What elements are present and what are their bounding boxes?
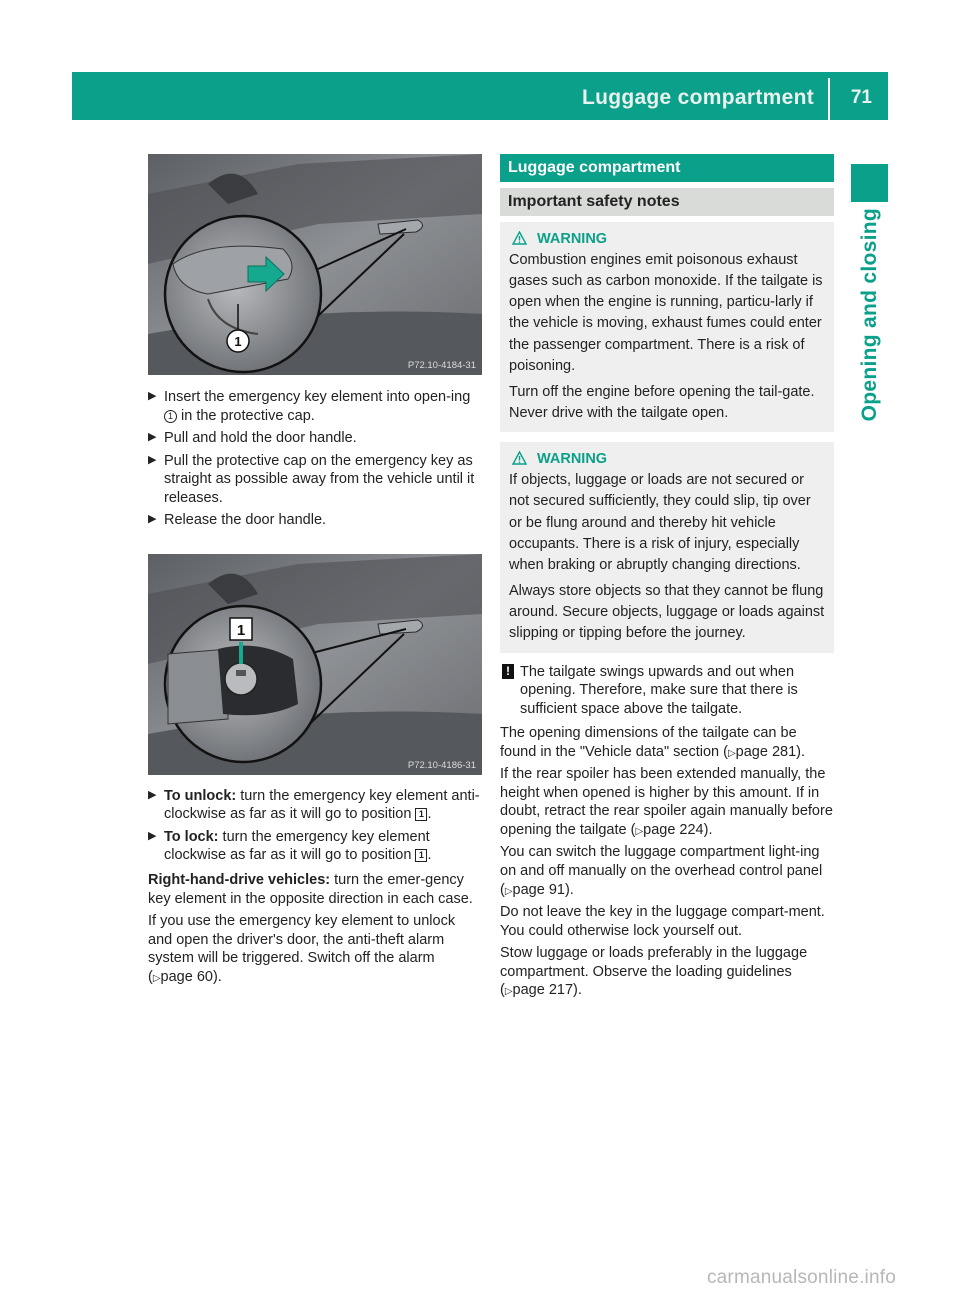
lock-end: . [427,847,432,864]
page-link[interactable]: page 60). [160,968,222,985]
page-ref-arrow-icon: ▷ [504,885,513,897]
page-ref-arrow-icon: ▷ [152,972,161,984]
stow-paragraph [500,944,834,1000]
page-link[interactable]: page 224). [643,821,713,838]
key-paragraph: Do not leave the key in the luggage compart-ment. You could otherwise lock yourself out. [500,904,825,939]
chapter-tab-marker [851,164,888,202]
page-header-title: Luggage compartment [581,86,814,109]
warning-box-luggage [500,442,834,652]
warning-text: Combustion engines emit poisonous exhaust gases such as carbon monoxide. If the tailgate is open when the engine is running, particu-larly if the vehicle is moving, exhaust fumes could enter the passenger compartment. There is a risk of poisoning. [509,252,823,374]
arrow-bullet-icon: ▶ [148,453,157,466]
warning-label: WARNING [537,231,608,247]
callout-ref-1: 1 [164,410,177,423]
light-paragraph [500,843,834,899]
alarm-paragraph [148,912,482,986]
figure-door-handle-cap [148,154,482,375]
alarm-text: If you use the emergency key element to unlock and open the driver's door, the anti-theft alarm system will be triggered. Switch off the alarm ( [148,913,456,985]
arrow-bullet-icon: ▶ [148,513,157,526]
page-ref-arrow-icon: ▷ [635,825,644,837]
warning-box-exhaust [500,222,834,432]
step-pull-cap [148,452,482,508]
header-band [72,72,888,120]
callout-1-label: 1 [234,334,242,349]
arrow-bullet-icon: ▶ [148,431,157,444]
dims-text: The opening dimensions of the tailgate can be found in the "Vehicle data" section ( [500,725,797,760]
step-pull-handle [148,429,482,448]
notice-paragraph [500,663,834,719]
page-link[interactable]: page 281). [735,743,805,760]
left-column [148,154,482,990]
warning-triangle-icon [512,231,527,245]
position-ref-1: 1 [415,808,427,821]
step-text: Insert the emergency key element into open-ing [164,389,471,405]
warning-header [509,448,826,470]
step-release-handle [148,511,482,530]
page-ref-arrow-icon: ▷ [504,986,513,998]
step-unlock [148,787,482,824]
warning-text: Always store objects so that they cannot be flung around. Secure objects, luggage or loads against slipping or tipping before the journey. [509,583,825,642]
step-lock [148,828,482,865]
figure-code: P72.10-4186-31 [407,759,476,771]
right-column [500,154,834,1004]
warning-text: Turn off the engine before opening the tail-gate. Never drive with the tailgate open. [509,383,815,422]
dimensions-paragraph [500,724,834,761]
unlock-text: turn the emergency key element anti-clockwise as far as it will go to position [164,787,480,823]
rhd-text: turn the emer-gency key element in the opposite direction in each case. [148,872,473,907]
unlock-end: . [427,806,432,823]
step-text-end: in the protective cap. [177,407,315,424]
notice-text: The tailgate swings upwards and out when opening. Therefore, make sure that there is sufficient space above the tailgate. [520,663,798,717]
section-title: Luggage compartment [500,154,834,182]
lock-label: To lock: [164,828,219,845]
watermark: carmanualsonline.info [706,1267,896,1288]
warning-text: If objects, luggage or loads are not secured or not secured sufficiently, they could slip, tip over or be flung around and thereby hit vehicle occupants. There is a risk of injury, especially when braking or abruptly changing directions. [509,472,811,573]
spoiler-text: If the rear spoiler has been extended manually, the height when opened is higher by this amount. If in doubt, retract the rear spoiler again manually before opening the tailgate ( [500,766,833,838]
arrow-bullet-icon: ▶ [148,829,157,842]
arrow-bullet-icon: ▶ [148,788,157,801]
arrow-bullet-icon: ▶ [148,390,157,402]
exclamation-icon: ! [502,664,514,679]
chapter-label-text: Opening and closing [858,208,882,422]
light-text: You can switch the luggage compartment light-ing on and off manually on the overhead control panel ( [500,844,823,898]
step-text: Pull and hold the door handle. [164,430,357,447]
position-ref-1: 1 [415,849,427,862]
callout-1-label: 1 [236,621,246,639]
chapter-side-label [851,208,888,648]
subsection-title: Important safety notes [500,188,834,216]
unlock-label: To unlock: [164,787,237,804]
warning-label: WARNING [537,451,608,468]
spoiler-paragraph [500,765,834,839]
figure-code: P72.10-4184-31 [407,359,476,371]
step-insert-key [148,388,482,425]
warning-triangle-icon [512,451,527,465]
page-ref-arrow-icon: ▷ [727,747,736,759]
rhd-label: Right-hand-drive vehicles: [148,872,331,889]
page-link[interactable]: page 91). [512,881,574,898]
warning-header [509,228,826,250]
page-link[interactable]: page 217). [512,982,582,999]
step-text: Pull the protective cap on the emergency key as straight as possible away from the vehicle until it releases. [164,452,475,506]
lock-cylinder-illustration [148,554,482,775]
stow-text: Stow luggage or loads preferably in the luggage compartment. Observe the loading guidelines ( [500,945,808,999]
header-separator [828,78,830,120]
rhd-paragraph [148,871,482,908]
step-text: Release the door handle. [164,512,327,529]
figure-lock-cylinder [148,554,482,775]
door-handle-illustration [148,154,482,375]
lock-text: turn the emergency key element clockwise as far as it will go to position [164,828,430,864]
page-number: 71 [850,87,872,108]
